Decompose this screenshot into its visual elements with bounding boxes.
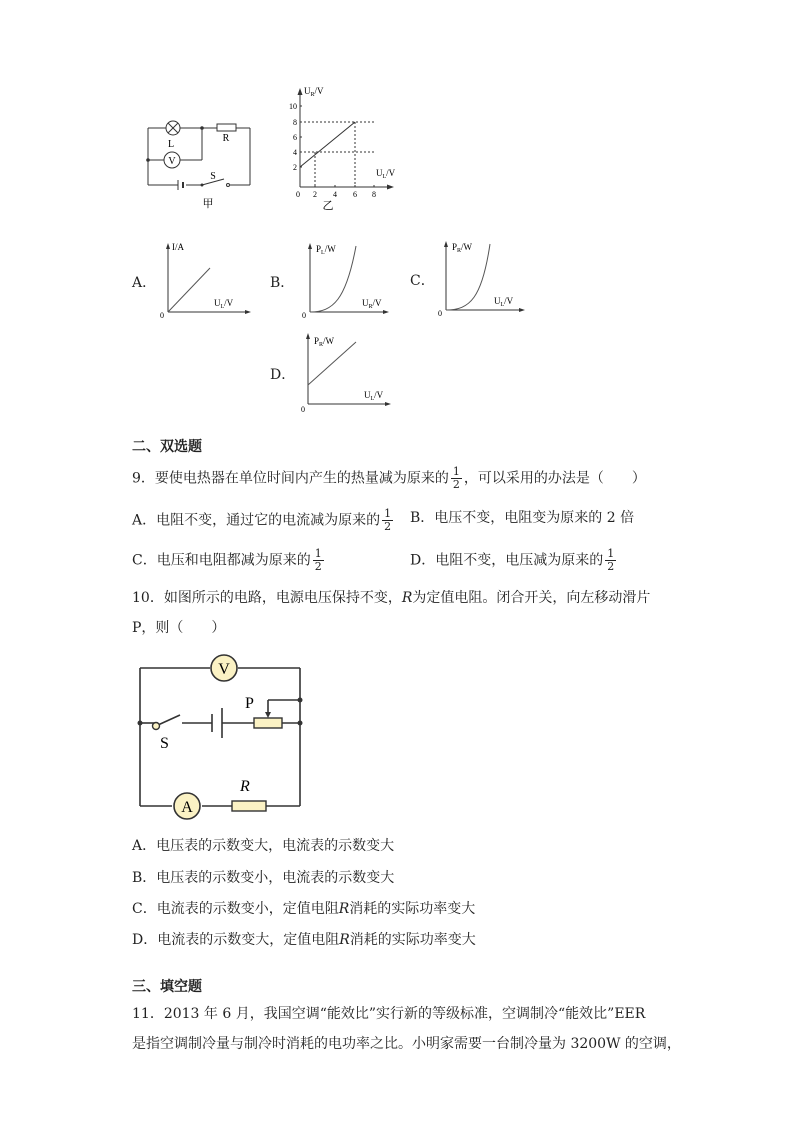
question-9-stem: 9．要使电热器在单位时间内产生的热量减为原来的 $\frac{1}{2}$ ，可以采用的办法是（ ）	[132, 465, 646, 491]
question-11-line2: 是指空调制冷量与制冷时消耗的电功率之比。小明家需要一台制冷量为 3200W 的空调，	[132, 1036, 681, 1052]
rheostat-icon	[254, 718, 282, 728]
svg-text:10: 10	[289, 102, 297, 111]
svg-text:2: 2	[313, 190, 317, 199]
question-9-option-b: B．电压不变，电阻变为原来的 2 倍	[410, 510, 635, 526]
section-title-3: 三、填空题	[132, 979, 202, 995]
svg-text:0: 0	[302, 311, 306, 320]
option-a-label: A．	[132, 275, 157, 291]
question-10-option-d: D．电流表的示数变大，定值电阻R消耗的实际功率变大	[132, 932, 476, 948]
svg-text:4: 4	[293, 148, 297, 157]
svg-text:R: R	[240, 778, 250, 795]
section-title-2: 二、双选题	[132, 439, 202, 455]
switch-icon	[153, 723, 160, 730]
svg-text:UR/V: $U_R/V$	[362, 298, 382, 310]
svg-text:L: L	[167, 139, 175, 150]
resistor-icon	[217, 124, 236, 131]
question-10-option-a: A．电压表的示数变大，电流表的示数变大	[132, 838, 395, 854]
svg-text:8: 8	[372, 190, 376, 199]
svg-text:UL/V: $U_L/V$	[214, 298, 234, 310]
svg-text:0: 0	[301, 405, 305, 414]
question-10-option-b: B．电压表的示数变小，电流表的示数变大	[132, 870, 395, 886]
svg-text:R: R	[222, 133, 230, 144]
resistor-icon	[232, 801, 266, 811]
svg-text:2: 2	[293, 163, 297, 172]
option-c-graph	[436, 238, 536, 320]
option-d-label: D．	[270, 367, 296, 383]
svg-text:UL/V: $U_L/V$	[376, 168, 396, 180]
option-c-label: C．	[410, 273, 435, 289]
svg-text:UL/V: $U_L/V$	[494, 296, 514, 308]
svg-text:6: 6	[293, 133, 297, 142]
svg-text:V: V	[168, 156, 176, 167]
svg-text:6: 6	[353, 190, 357, 199]
svg-text:V: V	[218, 661, 230, 678]
svg-text:甲: 甲	[202, 198, 214, 210]
svg-text:8: 8	[293, 118, 297, 127]
circuit-diagram-q10	[130, 648, 320, 828]
svg-text:4: 4	[333, 190, 337, 199]
circuit-diagram-jia	[140, 110, 260, 210]
svg-text:UR/V: $U_R/V$	[304, 86, 324, 98]
graph-yi	[280, 82, 410, 212]
question-10-option-c: C．电流表的示数变小，定值电阻R消耗的实际功率变大	[132, 901, 476, 917]
svg-text:S: S	[210, 171, 216, 182]
svg-text:0: 0	[438, 309, 442, 318]
svg-text:PR/W: $P_R/W$	[452, 242, 473, 254]
fraction-half: $\frac{1}{2}$	[452, 465, 460, 491]
svg-text:I/A: I/A	[172, 242, 184, 252]
question-9-option-a: A．电阻不变，通过它的电流减为原来的 $\frac{1}{2}$	[132, 507, 392, 533]
lamp-icon	[166, 121, 180, 135]
option-a-graph	[158, 240, 258, 322]
option-b-graph	[298, 240, 398, 322]
option-d-graph	[298, 330, 398, 414]
svg-text:乙: 乙	[322, 200, 334, 212]
question-10-line2: P，则（ ）	[132, 620, 226, 636]
option-b-label: B．	[270, 275, 295, 291]
svg-text:PR/W: $P_R/W$	[314, 336, 335, 348]
question-9-option-d: D．电阻不变，电压减为原来的 $\frac{1}{2}$	[410, 547, 615, 573]
svg-text:S: S	[160, 735, 169, 752]
svg-text:0: 0	[160, 311, 164, 320]
svg-text:P: P	[245, 695, 254, 712]
svg-text:PL/W: $P_L/W$	[316, 244, 336, 256]
svg-text:UL/V: $U_L/V$	[364, 390, 384, 402]
svg-text:0: 0	[296, 190, 300, 199]
question-9-option-c: C．电压和电阻都减为原来的 $\frac{1}{2}$	[132, 547, 322, 573]
graph-line	[300, 122, 355, 167]
question-10-line1: 10．如图所示的电路，电源电压保持不变，R为定值电阻。闭合开关，向左移动滑片	[132, 590, 651, 606]
svg-text:A: A	[181, 799, 193, 816]
question-11-line1: 11．2013 年 6 月，我国空调“能效比”实行新的等级标准，空调制冷“能效比”EER	[132, 1006, 646, 1022]
